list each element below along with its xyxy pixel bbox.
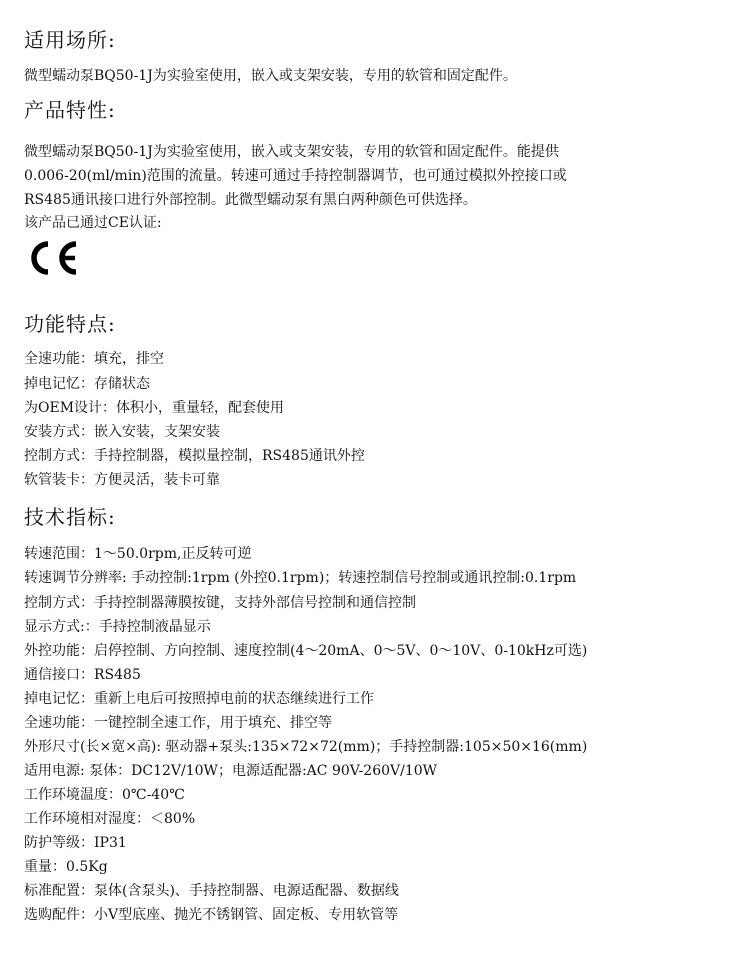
function-item: 掉电记忆：存储状态: [24, 376, 150, 392]
features-text-line-2: 0.006-20(ml/min)范围的流量。转速可通过手持控制器调节，也可通过模拟外控接口或: [24, 168, 567, 184]
application-text: 微型蠕动泵BQ50-1J为实验室使用，嵌入或支架安装，专用的软管和固定配件。: [24, 68, 517, 84]
section-heading-specifications: 技术指标:: [24, 505, 116, 529]
spec-item: 全速功能：一键控制全速工作，用于填充、排空等: [24, 715, 332, 731]
section-heading-application: 适用场所:: [24, 28, 116, 52]
function-item: 安装方式：嵌入安装，支架安装: [24, 424, 220, 440]
spec-item: 控制方式：手持控制器薄膜按键，支持外部信号控制和通信控制: [24, 595, 416, 611]
spec-item: 重量：0.5Kg: [24, 859, 108, 875]
spec-item: 外控功能：启停控制、方向控制、速度控制(4～20mA、0～5V、0～10V、0-10kHz可选): [24, 643, 588, 659]
section-heading-features: 产品特性:: [24, 98, 116, 122]
function-item: 软管装卡：方便灵活，装卡可靠: [24, 472, 220, 488]
spec-item: 转速调节分辨率: 手动控制:1rpm (外控0.1rpm)；转速控制信号控制或通讯控制:0.1rpm: [24, 570, 577, 586]
spec-item: 通信接口：RS485: [24, 667, 141, 683]
spec-item: 工作环境相对湿度：＜80%: [24, 811, 196, 827]
function-item: 为OEM设计：体积小，重量轻，配套使用: [24, 400, 285, 416]
section-heading-functions: 功能特点:: [24, 312, 116, 336]
spec-item: 标准配置：泵体(含泵头)、手持控制器、电源适配器、数据线: [24, 883, 399, 899]
function-item: 全速功能：填充，排空: [24, 351, 164, 367]
spec-item: 外形尺寸(长×宽×高): 驱动器+泵头:135×72×72(mm)；手持控制器:105×50×16(mm): [24, 739, 588, 755]
spec-item: 显示方式:：手持控制液晶显示: [24, 619, 211, 635]
features-text-line-1: 微型蠕动泵BQ50-1J为实验室使用，嵌入或支架安装，专用的软管和固定配件。能提供: [24, 144, 559, 160]
features-text-line-3: RS485通讯接口进行外部控制。此微型蠕动泵有黑白两种颜色可供选择。: [24, 192, 477, 208]
spec-item: 选购配件：小V型底座、抛光不锈钢管、固定板、专用软管等: [24, 907, 399, 923]
spec-item: 防护等级：IP31: [24, 835, 127, 851]
ce-certification-icon: [26, 238, 82, 278]
function-item: 控制方式：手持控制器，模拟量控制，RS485通讯外控: [24, 448, 365, 464]
spec-item: 适用电源: 泵体：DC12V/10W；电源适配器:AC 90V-260V/10W: [24, 763, 438, 779]
spec-item: 掉电记忆：重新上电后可按照掉电前的状态继续进行工作: [24, 691, 374, 707]
spec-item: 转速范围：1～50.0rpm,正反转可逆: [24, 546, 252, 562]
features-text-line-4: 该产品已通过CE认证:: [24, 215, 162, 231]
spec-item: 工作环境温度：0℃-40℃: [24, 787, 185, 803]
